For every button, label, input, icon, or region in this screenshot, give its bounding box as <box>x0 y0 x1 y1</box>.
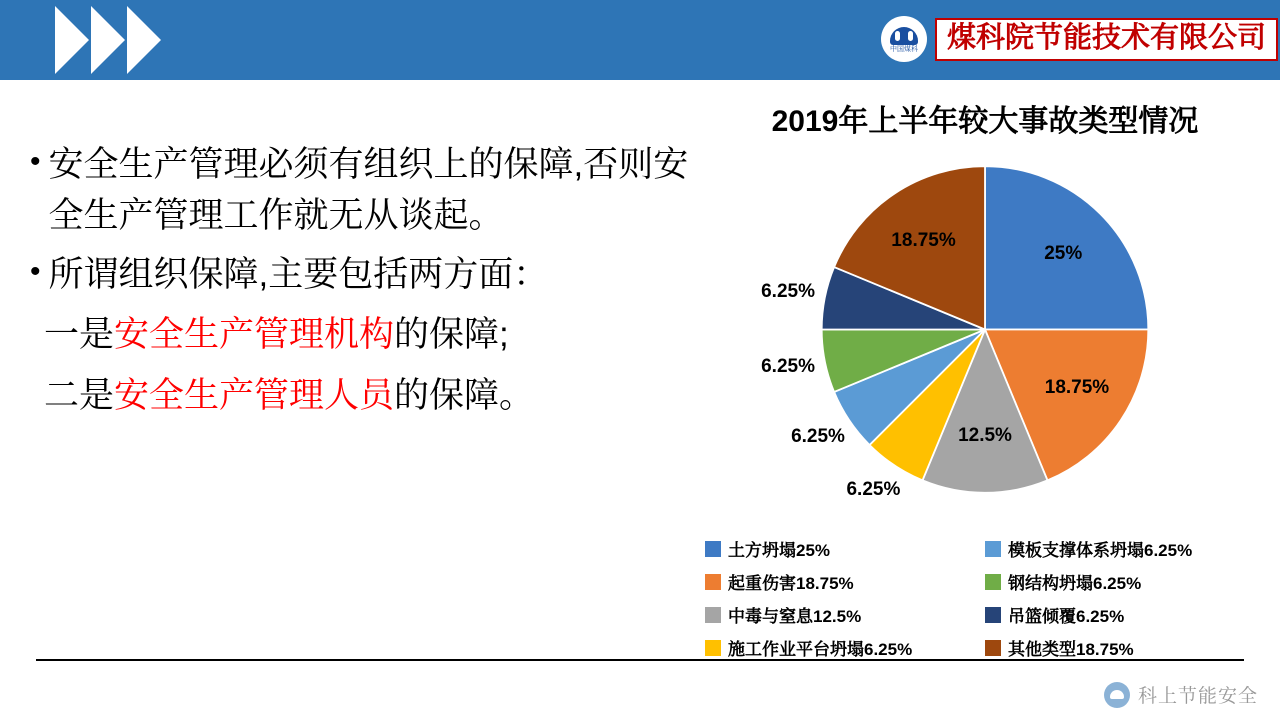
detail-highlight: 安全生产管理人员 <box>114 375 395 415</box>
legend-item <box>705 602 985 627</box>
chart-title: 2019年上半年较大事故类型情况 <box>771 105 1199 138</box>
watermark-logo-icon <box>1104 682 1130 708</box>
footer-watermark <box>1104 681 1258 708</box>
company-name: 煤科院节能技术有限公司 <box>935 18 1278 61</box>
pie-graphic <box>761 152 1170 507</box>
legend-item <box>705 536 985 561</box>
china-coal-logo-icon <box>881 16 927 62</box>
logo-text: 中国煤科 <box>889 45 918 53</box>
legend-label: 吊篮倾覆6.25% <box>1008 607 1125 626</box>
legend-swatch <box>705 640 721 656</box>
legend-swatch <box>985 574 1001 590</box>
detail-line <box>44 369 710 423</box>
legend-item <box>985 602 1265 627</box>
pie-slice-label: 18.75% <box>1044 377 1110 399</box>
detail-suffix: 的保障。 <box>394 375 535 415</box>
legend-label: 土方坍塌25% <box>728 541 831 560</box>
legend-swatch <box>985 607 1001 623</box>
pie-slice-label: 18.75% <box>891 230 956 252</box>
detail-highlight: 安全生产管理机构 <box>114 315 395 355</box>
legend-label: 其他类型18.75% <box>1008 640 1134 659</box>
legend-item <box>985 536 1265 561</box>
legend-label: 钢结构坍塌6.25% <box>1008 574 1142 593</box>
legend-swatch <box>985 640 1001 656</box>
pie-slice-label: 6.25% <box>791 425 845 447</box>
watermark-text: 科上节能安全 <box>1137 686 1258 707</box>
bullet-item <box>30 250 710 301</box>
legend-swatch <box>705 607 721 623</box>
pie-chart <box>700 96 1270 666</box>
bullet-dot-icon: • <box>30 145 41 178</box>
legend-label: 中毒与窒息12.5% <box>728 607 862 626</box>
legend-item <box>705 569 985 594</box>
footer-divider <box>36 659 1244 661</box>
legend-label: 施工作业平台坍塌6.25% <box>728 640 913 659</box>
legend-swatch <box>985 541 1001 557</box>
legend-item <box>985 635 1265 660</box>
detail-prefix: 二是 <box>44 375 115 415</box>
pie-slice-label: 12.5% <box>958 424 1012 446</box>
chevron-decoration-icon <box>55 4 185 76</box>
pie-slices <box>800 152 1170 507</box>
legend-swatch <box>705 541 721 557</box>
pie-slice-label: 6.25% <box>761 356 815 378</box>
legend-item <box>705 635 985 660</box>
bullet-item <box>30 140 710 242</box>
brand-block <box>881 10 1278 68</box>
detail-line <box>44 308 710 362</box>
bullet-dot-icon: • <box>30 254 41 288</box>
bullet-text: 所谓组织保障,主要包括两方面： <box>48 254 549 294</box>
detail-prefix: 一是 <box>44 315 115 355</box>
content-text-block <box>30 140 710 423</box>
detail-suffix: 的保障; <box>394 315 509 355</box>
pie-slice-label: 6.25% <box>846 478 901 500</box>
pie-slice-label: 25% <box>1044 243 1083 265</box>
bullet-text: 安全生产管理必须有组织上的保障,否则安全生产管理工作就无从谈起。 <box>48 145 689 235</box>
legend-swatch <box>705 574 721 590</box>
legend-label: 模板支撑体系坍塌6.25% <box>1008 541 1193 560</box>
pie-slice-label: 6.25% <box>761 280 815 302</box>
legend-item <box>985 569 1265 594</box>
legend-label: 起重伤害18.75% <box>728 574 854 593</box>
header-bar <box>0 0 1280 80</box>
chart-legend <box>705 536 1265 660</box>
